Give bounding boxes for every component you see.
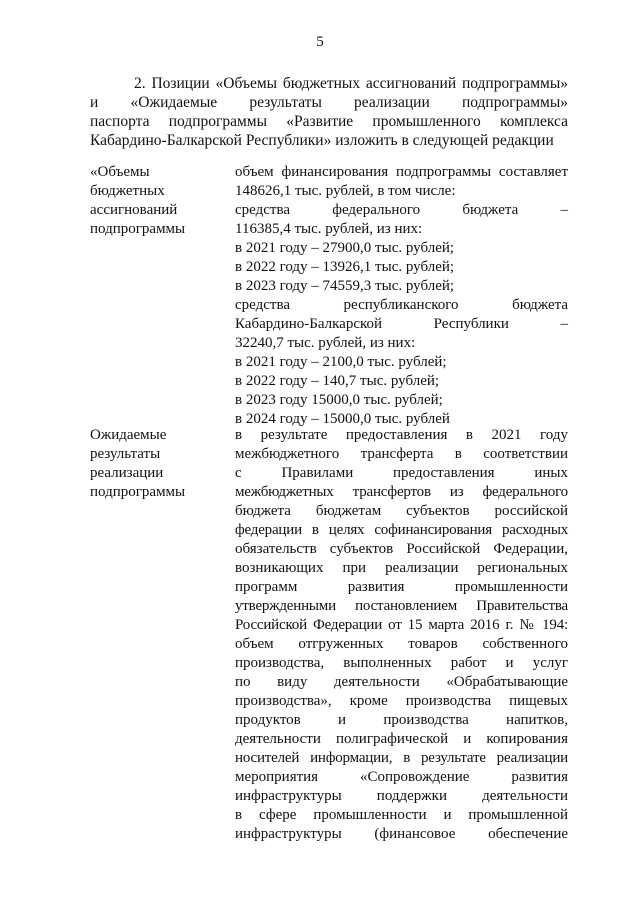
- intro-paragraph: [90, 74, 568, 150]
- content-line: в сфере промышленности и промышленной: [235, 807, 568, 823]
- content-line: в результате предоставления в 2021 году: [235, 427, 568, 443]
- content-line: утвержденными постановлением Правительства: [235, 598, 568, 614]
- content-line: в 2021 году – 2100,0 тыс. рублей;: [235, 354, 447, 370]
- intro-line: паспорта подпрограммы «Развитие промышленного комплекса: [90, 113, 568, 130]
- content-line: в 2024 году – 15000,0 тыс. рублей: [235, 411, 450, 427]
- label-line: подпрограммы: [90, 484, 186, 500]
- content-line: Российской Федерации от 15 марта 2016 г. № 194:: [235, 617, 568, 633]
- content-line: продуктов и производства напитков,: [235, 712, 568, 728]
- intro-line: 2. Позиции «Объемы бюджетных ассигнований подпрограммы»: [134, 75, 568, 92]
- content-line: средства федерального бюджета –: [235, 202, 568, 218]
- content-line: носителей информации, в результате реализации: [235, 750, 568, 766]
- content-line: инфраструктуры (финансовое обеспечение: [235, 826, 568, 842]
- label-line: Ожидаемые: [90, 427, 167, 443]
- content-line: объем отгруженных товаров собственного: [235, 636, 568, 652]
- label-line: ассигнований: [90, 202, 178, 218]
- content-line: бюджета бюджетам субъектов российской: [235, 503, 568, 519]
- page-number: 5: [316, 34, 324, 50]
- content-line: в 2023 году 15000,0 тыс. рублей;: [235, 392, 443, 408]
- content-line: Кабардино-Балкарской Республики –: [235, 316, 568, 332]
- content-line: 32240,7 тыс. рублей, из них:: [235, 335, 416, 351]
- content-line: 148626,1 тыс. рублей, в том числе:: [235, 183, 456, 199]
- results-content: [235, 426, 568, 844]
- results-label: [90, 426, 220, 502]
- content-line: по виду деятельности «Обрабатывающие: [235, 674, 568, 690]
- content-line: производства, выполненных работ и услуг: [235, 655, 568, 671]
- content-line: в 2022 году – 13926,1 тыс. рублей;: [235, 259, 455, 275]
- content-line: в 2022 году – 140,7 тыс. рублей;: [235, 373, 440, 389]
- content-line: деятельности полиграфической и копирования: [235, 731, 568, 747]
- content-line: инфраструктуры поддержки деятельности: [235, 788, 568, 804]
- content-line: программ развития промышленности: [235, 579, 568, 595]
- content-line: с Правилами предоставления иных: [235, 465, 568, 481]
- content-line: средства республиканского бюджета: [235, 297, 568, 313]
- content-line: 116385,4 тыс. рублей, из них:: [235, 221, 423, 237]
- budget-label: [90, 163, 220, 239]
- content-line: обязательств субъектов Российской Федерации,: [235, 541, 568, 557]
- label-line: «Объемы: [90, 164, 150, 180]
- content-line: межбюджетного трансферта в соответствии: [235, 446, 568, 462]
- content-line: производства», кроме производства пищевых: [235, 693, 568, 709]
- label-line: подпрограммы: [90, 221, 186, 237]
- label-line: результаты: [90, 446, 161, 462]
- content-line: в 2023 году – 74559,3 тыс. рублей;: [235, 278, 455, 294]
- content-line: мероприятия «Сопровождение развития: [235, 769, 568, 785]
- content-line: межбюджетных трансфертов из федерального: [235, 484, 568, 500]
- content-line: в 2021 году – 27900,0 тыс. рублей;: [235, 240, 455, 256]
- budget-content: [235, 163, 568, 429]
- label-line: бюджетных: [90, 183, 165, 199]
- intro-line: Кабардино-Балкарской Республики» изложить в следующей редакции: [90, 132, 554, 149]
- content-line: возникающих при реализации региональных: [235, 560, 568, 576]
- content-line: объем финансирования подпрограммы составляет: [235, 164, 568, 180]
- label-line: реализации: [90, 465, 164, 481]
- content-line: федерации в целях софинансирования расходных: [235, 522, 568, 538]
- intro-line: и «Ожидаемые результаты реализации подпрограммы»: [90, 94, 568, 111]
